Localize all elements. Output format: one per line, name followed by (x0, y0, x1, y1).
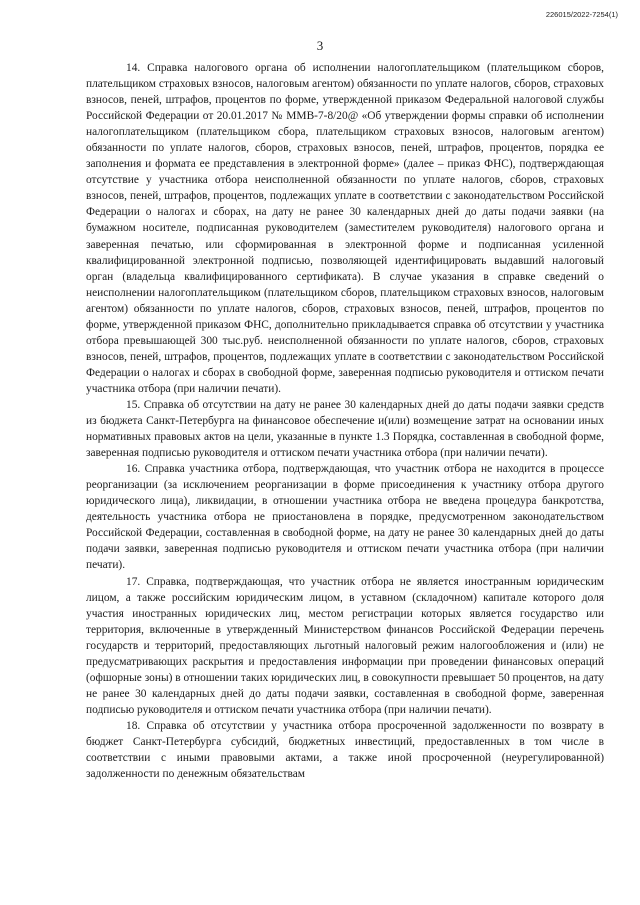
paragraph-15: 15. Справка об отсутствии на дату не ранее 30 календарных дней до даты подачи заявки средств из бюджета Санкт-Петербурга на финансовое обеспечение и(или) возмещение затрат на основании иных нормативных правовых актов на цели, указанные в пункте 1.3 Порядка, составленная в свободной форме, заверенная подписью руководителя и оттиском печати участника отбора (при наличии печати). (86, 398, 604, 460)
paragraph-17: 17. Справка, подтверждающая, что участник отбора не является иностранным юридическим лицом, а также российским юридическим лицом, в уставном (складочном) капитале которого доля участия иностранных юридических лиц, местом регистрации которых является государство или территория, включенные в утвержденный Министерством финансов Российской Федерации перечень государств и территорий, предоставляющих льготный налоговый режим налогообложения и (или) не предусматривающих раскрытия и предоставления информации при проведении финансовых операций (офшорные зоны) в отношении таких юридических лиц, в совокупности превышает 50 процентов, на дату не ранее 30 календарных дней до даты подачи заявки, составленная в свободной форме, заверенная подписью руководителя и оттиском печати участника отбора (при наличии печати). (86, 575, 604, 716)
page-number: 3 (316, 38, 324, 53)
paragraph-18: 18. Справка об отсутствии у участника отбора просроченной задолженности по возврату в бюджет Санкт-Петербурга субсидий, бюджетных инвестиций, предоставленных в том числе в соответствии с иными правовыми актами, а также иной просроченной (неурегулированной) задолженности по денежным обязательствам (86, 719, 604, 781)
document-registration-code: 226015/2022-7254(1) (545, 10, 618, 19)
paragraph-16: 16. Справка участника отбора, подтверждающая, что участник отбора не находится в процессе реорганизации (за исключением реорганизации в форме присоединения к участнику отбора другого юридического лица), ликвидации, в отношении участника отбора не введена процедура банкротства, деятельность участника отбора не приостановлена в порядке, предусмотренном законодательством Российской Федерации, составленная в свободной форме, на дату не ранее 30 календарных дней до даты подачи заявки, заверенная подписью руководителя и оттиском печати участника отбора (при наличии печати). (86, 463, 604, 572)
document-body (86, 60, 604, 782)
paragraph-14: 14. Справка налогового органа об исполнении налогоплательщиком (плательщиком сборов, плательщиком страховых взносов, налоговым агентом) обязанности по уплате налогов, сборов, страховых взносов, пеней, штрафов, процентов по форме, утвержденной приказом Федеральной налоговой службы Российской Федерации от 20.01.2017 № ММВ-7-8/20@ «Об утверждении формы справки об исполнении налогоплательщиком (плательщиком сбора, плательщиком страховых взносов, налоговым агентом) обязанности по уплате налогов, сборов, страховых взносов, пеней, штрафов, процентов, порядка ее заполнения и формата ее представления в электронной форме» (далее – приказ ФНС), подтверждающая отсутствие у участника отбора неисполненной обязанности по уплате налогов, сборов, страховых взносов, пеней, штрафов, процентов, подлежащих уплате в соответствии с законодательством Российской Федерации о налогах и сборах, на дату не ранее 30 календарных дней до даты подачи заявки (на бумажном носителе, подписанная руководителем (заместителем руководителя) налогового органа и заверенная печатью, или сформированная в электронной форме и подписанная усиленной квалифицированной электронной подписью, позволяющей идентифицировать выдавший налоговый орган (владельца квалифицированного сертификата). В случае указания в справке сведений о неисполнении налогоплательщиком (плательщиком сборов, плательщиком страховых взносов, налоговым агентом) обязанности по уплате налогов, сборов, страховых взносов, пеней, штрафов, процентов по форме, утвержденной приказом ФНС, дополнительно прикладывается справка об отсутствии у участника отбора превышающей 300 тыс.руб. неисполненной обязанности по уплате налогов, сборов, страховых взносов, пеней, штрафов, процентов, подлежащих уплате в соответствии с законодательством Российской Федерации о налогах и сборах в свободной форме, заверенная подписью руководителя и оттиском печати участника отбора (при наличии печати). (86, 62, 604, 395)
